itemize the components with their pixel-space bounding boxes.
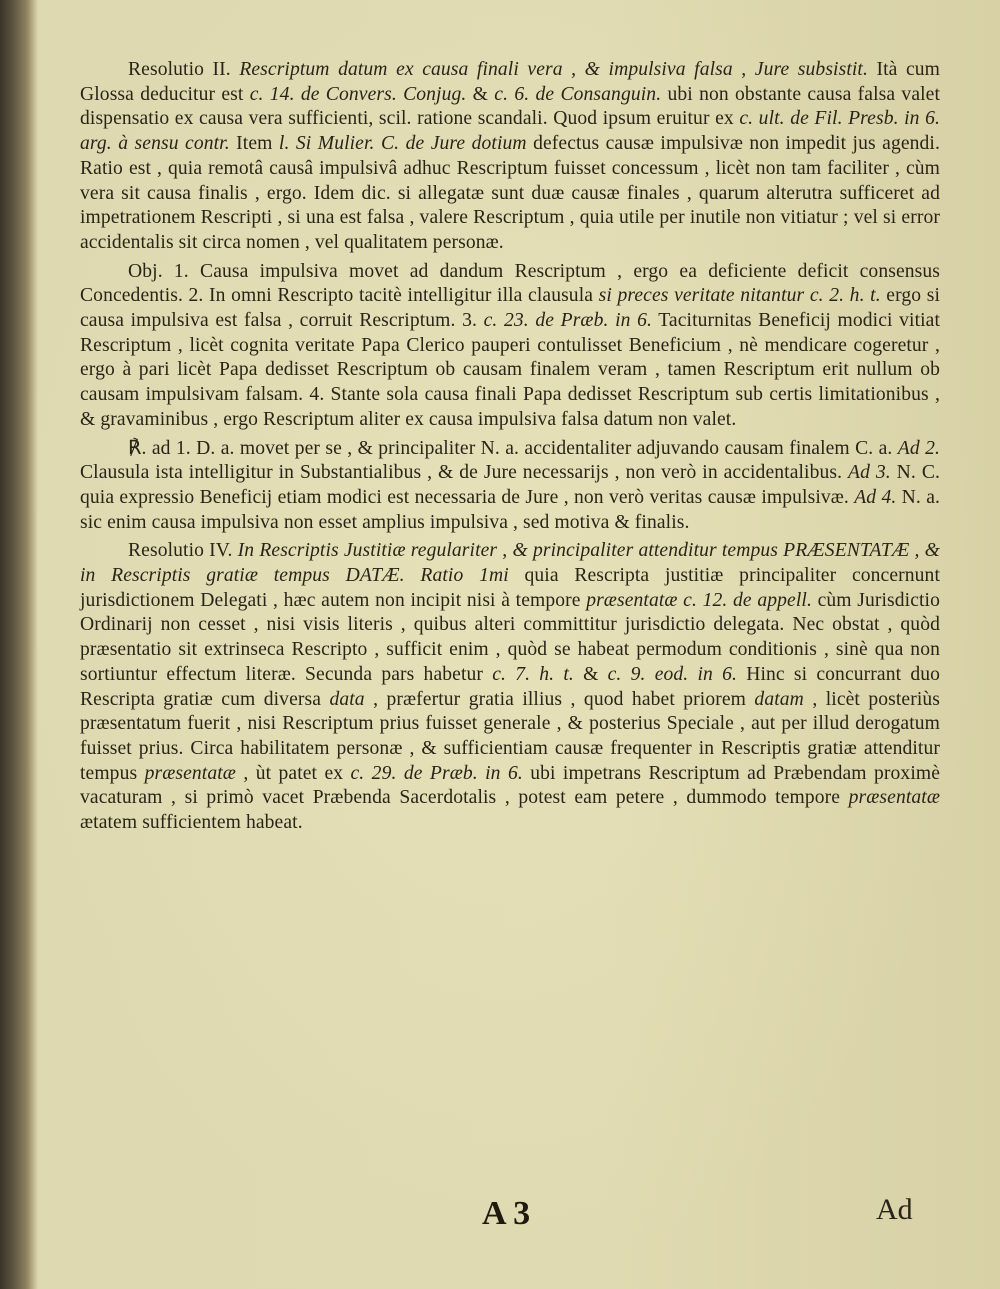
text-run: Obj. 1. Causa impulsiva movet ad dandum Rescriptum , ergo ea deficiente deficit consensus Concedentis. 2. In omni Rescripto tacitè intelligitur illa clausula — [80, 260, 940, 307]
text-run: quia Rescripta justitiæ principaliter concernunt jurisdictionem Delegati , hæc autem non incipit nisi à tempore — [80, 565, 940, 611]
italic-citation: data — [329, 688, 365, 710]
italic-citation: datam — [754, 688, 804, 710]
text-run: ubi non obstante causa falsa valet dispensatio ex causa vera sufficienti, scil. ratione scandali. Quod ipsum eruitur ex — [80, 83, 941, 130]
text-run: Clausula ista intelligitur in Substantialibus , & de Jure necessarijs , non verò in accidentalibus. — [80, 462, 848, 484]
italic-citation: Ad 4. — [854, 486, 897, 508]
text-run: N. a. sic enim causa impulsiva non esset amplius impulsiva , sed motiva & finalis. — [80, 486, 940, 533]
paragraph-responsiones — [80, 437, 940, 536]
signature-mark: A 3 — [482, 1195, 531, 1232]
italic-citation: c. 7. h. t. — [492, 663, 574, 685]
italic-citation: c. 23. de Præb. in 6. — [483, 310, 652, 332]
book-binding-edge — [0, 0, 38, 1289]
italic-citation: c. 6. de Consanguin. — [494, 83, 662, 105]
italic-citation: In Rescriptis Justitiæ regulariter , & principaliter attenditur tempus PRÆSENTATÆ , & in Rescriptis gratiæ tempus DATÆ. Ratio 1mi — [80, 540, 940, 587]
body-text — [80, 58, 940, 836]
italic-citation: c. 29. de Præb. in 6. — [350, 762, 523, 784]
text-run: ubi impetrans Rescriptum ad Præbendam proximè vacaturam , si primò vacet Præbenda Sacerdotalis , potest eam petere , dummodo tempore — [80, 762, 941, 809]
text-run: ætatem sufficientem habeat. — [80, 812, 303, 834]
italic-citation: l. Si Mulier. C. de Jure dotium — [278, 133, 527, 155]
italic-citation: c. ult. de Fil. Presb. in 6. arg. à sensu contr. — [80, 108, 940, 155]
text-run: , præfertur gratia illius , quod habet priorem — [364, 688, 755, 710]
text-run: cùm Jurisdictio Ordinarij non cesset , nisi visis literis , quibus alteri committitur jurisdictio delegata. Nec obstat , quòd præsentatio sit extrinseca Rescripto , sufficit enim , quòd se habeat permodum conditionis , sinè qua non sortiuntur effectum literæ. Secunda pars habetur — [80, 589, 940, 685]
catchword: Ad — [876, 1193, 913, 1226]
italic-citation: præsentatæ — [848, 787, 940, 809]
paragraph-objectiones — [80, 260, 940, 433]
italic-citation: Ad 3. — [848, 462, 891, 484]
text-run: Hinc si concurrant duo Rescripta gratiæ cum diversa — [80, 663, 941, 710]
italic-citation: c. 9. eod. in 6. — [607, 663, 738, 685]
text-run: & — [466, 83, 495, 105]
italic-citation: præsentatæ c. 12. de appell. — [586, 589, 812, 611]
paragraph-resolutio-ii — [80, 58, 940, 256]
italic-citation: c. 14. de Convers. Conjug. — [249, 83, 467, 105]
text-run: Resolutio IV. — [128, 540, 238, 562]
text-run: ℟. ad 1. D. a. movet per se , & principaliter N. a. accidentaliter adjuvando causam finalem C. a. — [128, 437, 898, 459]
italic-citation: Ad 2. — [897, 437, 940, 459]
text-run: defectus causæ impulsivæ non impedit jus agendi. Ratio est , quia remotâ causâ impulsivâ adhuc Rescriptum fuisset concessum , licèt non tam faciliter , cùm vera sit causa finalis , ergo. Idem dic. si allegatæ sunt duæ causæ finales , quarum alterutra sufficeret ad impetrationem Rescripti , si una est falsa , valere Rescriptum , quia utile per inutile non vitiatur ; vel si error accidentalis sit circa nomen , vel qualitatem personæ. — [80, 133, 940, 253]
text-run: Resolutio II. — [128, 59, 240, 80]
text-run: ergo si causa impulsiva est falsa , corruit Rescriptum. 3. — [80, 285, 940, 332]
text-run: Item — [229, 133, 279, 155]
italic-citation: præsentatæ — [144, 762, 236, 784]
italic-citation: Rescriptum datum ex causa finali vera , & impulsiva falsa , Jure subsistit. — [239, 59, 868, 80]
text-run: , licèt posteriùs præsentatum fuerit , nisi Rescriptum prius fuisset generale , & posterius Speciale , aut per illud derogatum fuisset prius. Circa habilitatem personæ , & sufficientiam causæ frequenter in Rescriptis gratiæ attenditur tempus — [80, 688, 941, 784]
text-run: , ùt patet ex — [235, 762, 351, 784]
text-run: & — [573, 663, 608, 685]
text-run: Taciturnitas Beneficij modici vitiat Rescriptum , licèt cognita veritate Papa Clerico pauperi contulisset Beneficium , nè mendicare cogeretur , ergo à pari licèt Papa dedisset Rescriptum ob causam finalem veram , tamen Rescriptum erit nullum ob causam impulsivam falsam. 4. Stante sola causa finali Papa dedisset Rescriptum sub certis limitationibus , & gravaminibus , ergo Rescriptum aliter ex causa impulsiva falsa datum non valet. — [80, 310, 940, 430]
text-run: Ità cum Glossa deducitur est — [80, 59, 940, 105]
paragraph-resolutio-iv — [80, 539, 940, 835]
text-run: N. C. quia expressio Beneficij etiam modici est necessaria de Jure , non verò veritas causæ impulsivæ. — [80, 462, 940, 508]
italic-citation: si preces veritate nitantur c. 2. h. t. — [598, 285, 881, 307]
